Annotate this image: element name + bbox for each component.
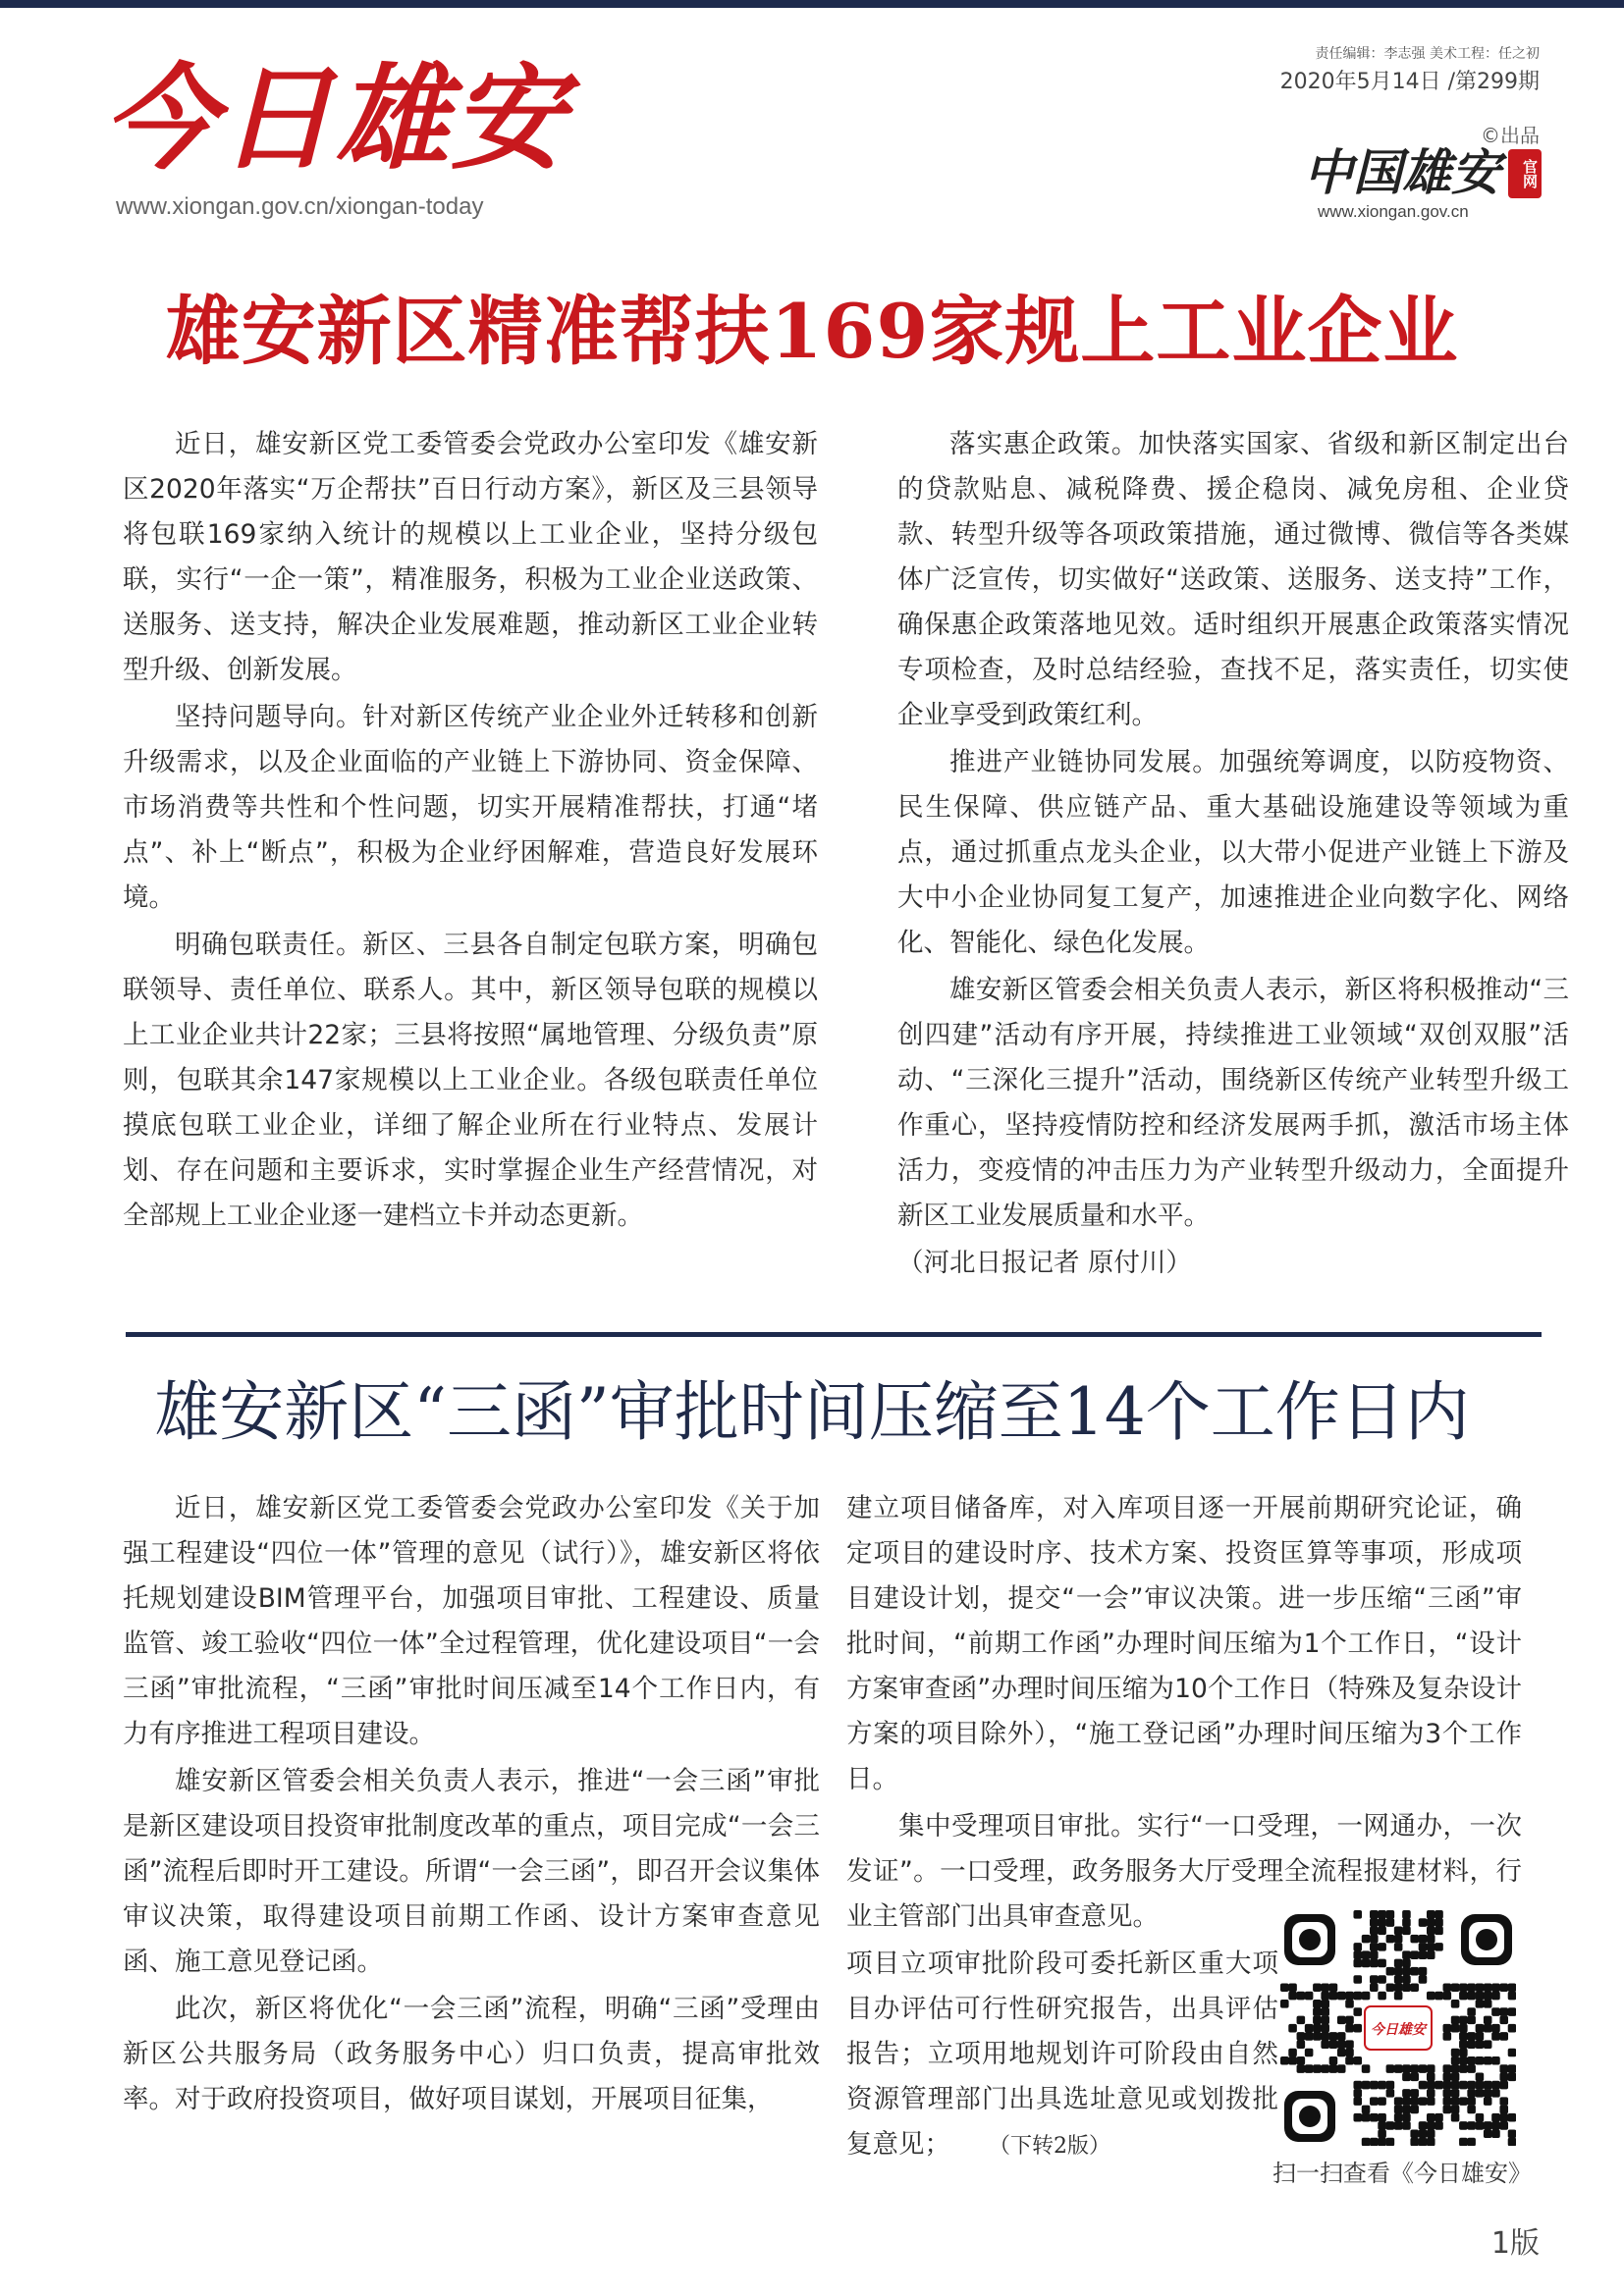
issue-date: 2020年5月14日 /第299期	[1279, 70, 1540, 94]
article2-paragraph-narrow	[846, 1942, 1278, 2169]
article1-headline: 雄安新区精准帮扶169家规上工业企业	[165, 288, 1459, 375]
masthead-logo: 今日雄安	[103, 52, 567, 186]
article2-paragraph: 近日，雄安新区党工委管委会党政办公室印发《关于加强工程建设“四位一体”管理的意见（试行）》，雄安新区将依托规划建设BIM管理平台，加强项目审批、工程建设、质量监管、竣工验收“四位一体”全过程管理，优化建设项目“一会三函”审批流程，“三函”审批时间压减至14个工作日内，有力有序推进工程项目建设。	[123, 1493, 820, 1749]
article2-left-column	[123, 1486, 820, 2124]
qr-code-icon[interactable]	[1280, 1910, 1516, 2146]
page-number: 1版	[1490, 2226, 1540, 2261]
article1-paragraph: 推进产业链协同发展。加强统筹调度，以防疫物资、民生保障、供应链产品、重大基础设施建设等领域为重点，通过抓重点龙头企业，以大带小促进产业链上下游及大中小企业协同复工复产，加速推进企业向数字化、网络化、智能化、绿色化发展。	[897, 747, 1569, 958]
qr-center-label: 今日雄安	[1371, 2022, 1426, 2038]
article1-paragraph: 明确包联责任。新区、三县各自制定包联方案，明确包联领导、责任单位、联系人。其中，新区领导包联的规模以上工业企业共计22家；三县将按照“属地管理、分级负责”原则，包联其余147家规模以上工业企业。各级包联责任单位摸底包联工业企业，详细了解企业所在行业特点、发展计划、存在问题和主要诉求，实时掌握企业生产经营情况，对全部规上工业企业逐一建档立卡并动态更新。	[123, 930, 818, 1231]
article1-left-column	[123, 422, 818, 1241]
article1-paragraph: 坚持问题导向。针对新区传统产业企业外迁转移和创新升级需求，以及企业面临的产业链上下游协同、资金保障、市场消费等共性和个性问题，切实开展精准帮扶，打通“堵点”、补上“断点”，积极为企业纾困解难，营造良好发展环境。	[123, 702, 818, 913]
article2-paragraph: 此次，新区将优化“一会三函”流程，明确“三函”受理由新区公共服务局（政务服务中心）归口负责，提高审批效率。对于政府投资项目，做好项目谋划，开展项目征集，	[123, 1994, 820, 2114]
article1-paragraph: 落实惠企政策。加快落实国家、省级和新区制定出台的贷款贴息、减税降费、援企稳岗、减免房租、企业贷款、转型升级等各项政策措施，通过微博、微信等各类媒体广泛宣传，切实做好“送政策、送服务、送支持”工作，确保惠企政策落地见效。适时组织开展惠企政策落实情况专项检查，及时总结经验，查找不足，落实责任，切实使企业享受到政策红利。	[897, 429, 1569, 730]
brand-url[interactable]: www.xiongan.gov.cn	[1318, 202, 1469, 221]
editor-credits: 责任编辑：李志强 美术工程：任之初	[1315, 46, 1540, 62]
article2-paragraph: 集中受理项目审批。实行“一口受理，一网通办，一次发证”。一口受理，政务服务大厅受理全流程报建材料，行业主管部门出具审查意见。	[846, 1811, 1522, 1932]
article1-paragraph: 雄安新区管委会相关负责人表示，新区将积极推动“三创四建”活动有序开展，持续推进工业领域“双创双服”活动、“三深化三提升”活动，围绕新区传统产业转型升级工作重心，坚持疫情防控和经济发展两手抓，激活市场主体活力，变疫情的冲击压力为产业转型升级动力，全面提升新区工业发展质量和水平。	[897, 975, 1569, 1231]
qr-caption: 扫一扫查看《今日雄安》	[1272, 2160, 1532, 2187]
jump-note[interactable]: （下转2版）	[1000, 2134, 1110, 2159]
article2-paragraph-narrow-text: 项目立项审批阶段可委托新区重大项目办评估可行性研究报告，出具评估报告；立项用地规划许可阶段由自然资源管理部门出具选址意见或划拨批复意见；	[846, 1949, 1278, 2160]
article1-paragraph: 近日，雄安新区党工委管委会党政办公室印发《雄安新区2020年落实“万企帮扶”百日行动方案》，新区及三县领导将包联169家纳入统计的规模以上工业企业，坚持分级包联，实行“一企一策”，精准服务，积极为工业企业送政策、送服务、送支持，解决企业发展难题，推动新区工业企业转型升级、创新发展。	[123, 429, 818, 685]
article1-byline: （河北日报记者 原付川）	[897, 1248, 1192, 1278]
article2-paragraph: 雄安新区管委会相关负责人表示，推进“一会三函”审批是新区建设项目投资审批制度改革的重点，项目完成“一会三函”流程后即时开工建设。所谓“一会三函”，即召开会议集体审议决策，取得建设项目前期工作函、设计方案审查意见函、施工意见登记函。	[123, 1766, 820, 1977]
masthead-url[interactable]: www.xiongan.gov.cn/xiongan-today	[116, 193, 484, 220]
brand-logo: 中国雄安	[1304, 143, 1500, 201]
article1-right-column	[897, 422, 1569, 1288]
producer-label: ©出品	[1481, 124, 1540, 147]
article2-paragraph-continued: 建立项目储备库，对入库项目逐一开展前期研究论证，确定项目的建设时序、技术方案、投资匡算等事项，形成项目建设计划，提交“一会”审议决策。进一步压缩“三函”审批时间，“前期工作函”办理时间压缩为1个工作日，“设计方案审查函”办理时间压缩为10个工作日（特殊及复杂设计方案的项目除外），“施工登记函”办理时间压缩为3个工作日。	[846, 1493, 1522, 1794]
section-divider	[126, 1332, 1542, 1337]
brand-seal: 官网	[1508, 149, 1542, 198]
article2-headline: 雄安新区“三函”审批时间压缩至14个工作日内	[154, 1374, 1470, 1450]
top-bar	[0, 0, 1624, 8]
